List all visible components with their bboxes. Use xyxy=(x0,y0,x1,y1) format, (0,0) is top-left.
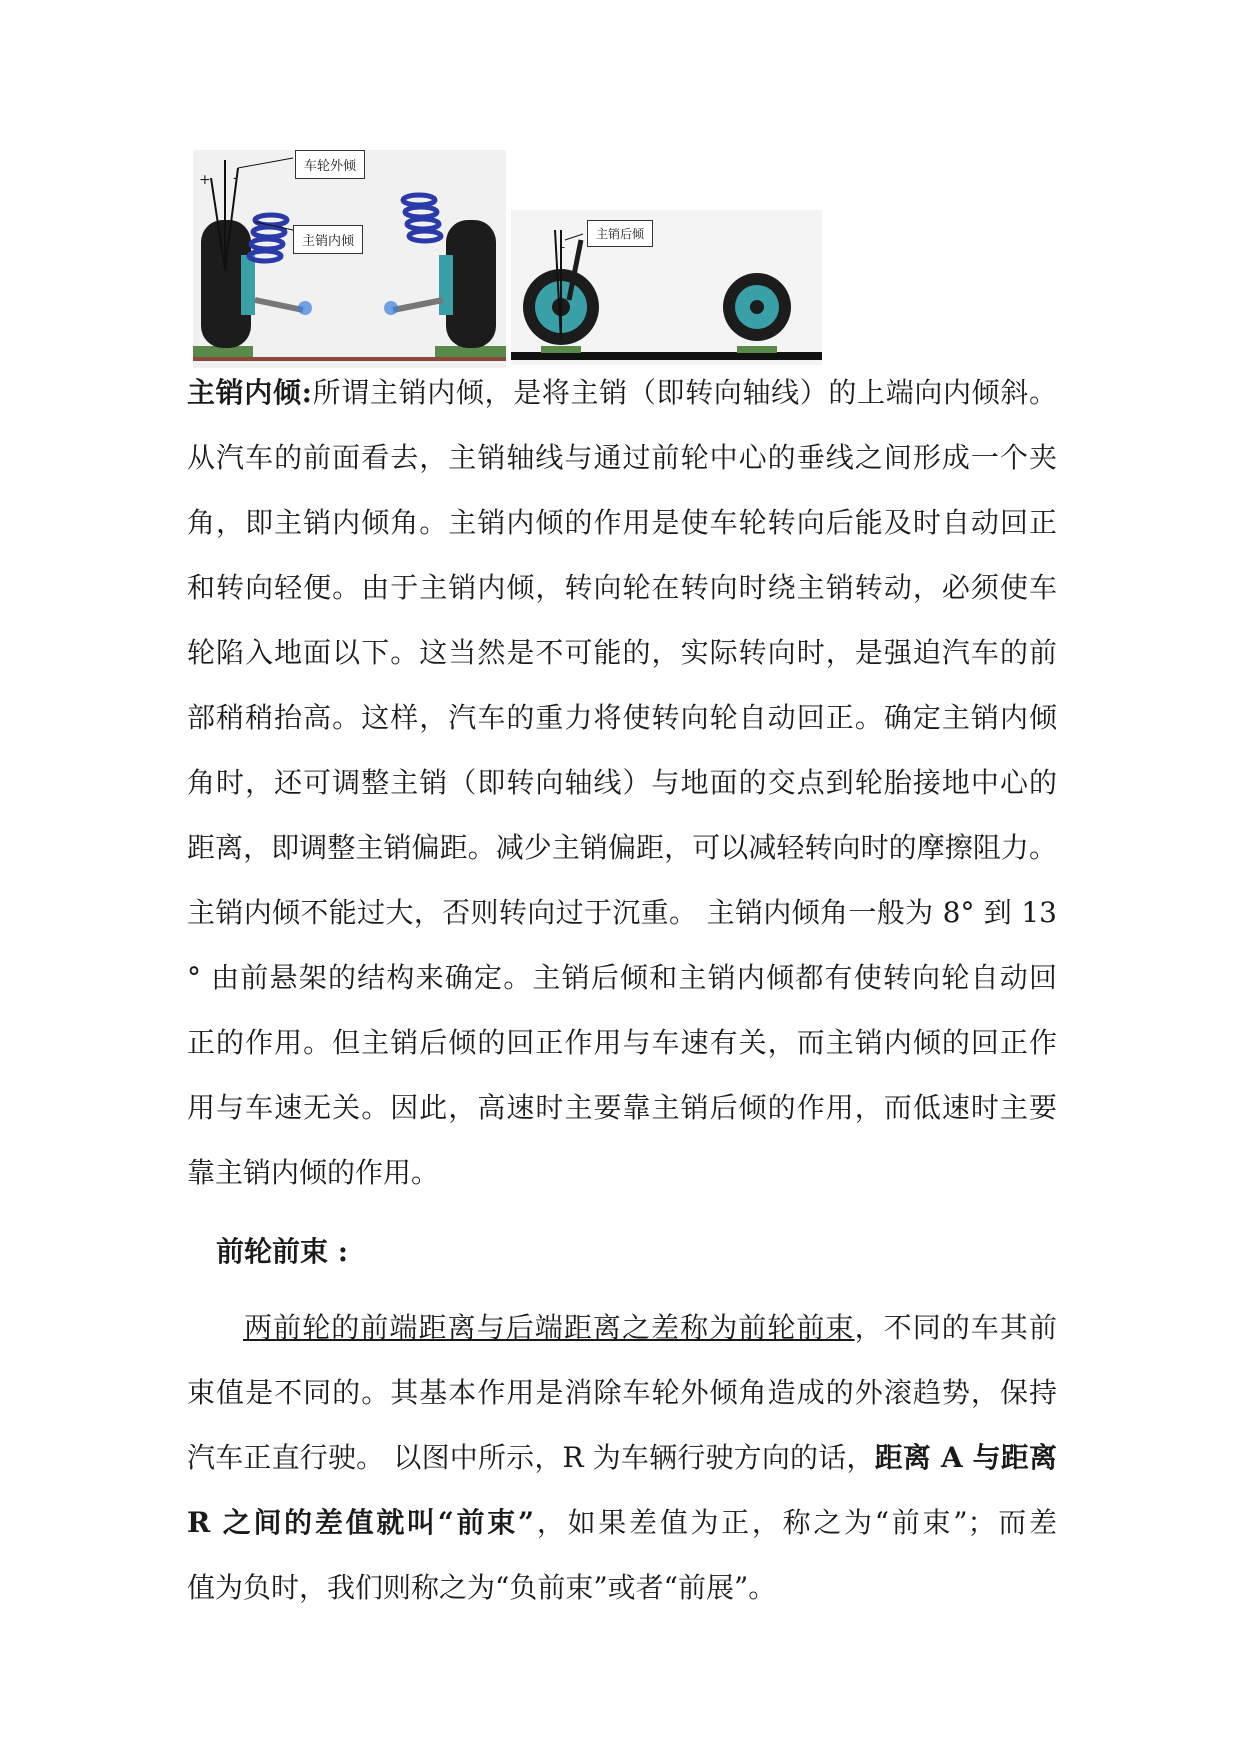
front-suspension-figure xyxy=(193,150,506,368)
kingpin-line: 用与车速无关。因此，高速时主要靠主销后倾的作用，而低速时主要 xyxy=(187,1091,1057,1124)
kingpin-line: ° 由前悬架的结构来确定。主销后倾和主销内倾都有使转向轮自动回 xyxy=(187,961,1057,994)
kingpin-line: 角时，还可调整主销（即转向轴线）与地面的交点到轮胎接地中心的 xyxy=(187,766,1057,799)
minus-sign: - xyxy=(233,170,238,186)
caster-figure xyxy=(511,210,822,365)
kingpin-line: 轮陷入地面以下。这当然是不可能的，实际转向时，是强迫汽车的前 xyxy=(187,636,1057,669)
kingpin-line: 主销内倾:所谓主销内倾，是将主销（即转向轴线）的上端向内倾斜。 xyxy=(187,376,1057,409)
kingpin-inclination-callout: 主销内倾 xyxy=(293,225,363,254)
caster-callout: 主销后倾 xyxy=(587,220,653,247)
right-tire xyxy=(446,220,496,348)
kingpin-line: 距离，即调整主销偏距。减少主销偏距，可以减轻转向时的摩擦阻力。 xyxy=(187,831,1057,864)
kingpin-line: 角，即主销内倾角。主销内倾的作用是使车轮转向后能及时自动回正 xyxy=(187,506,1057,539)
toe-heading: 前轮前束 : xyxy=(216,1235,349,1268)
toe-definition: 两前轮的前端距离与后端距离之差称为前轮前束 xyxy=(243,1311,855,1344)
minus-sign: - xyxy=(561,240,566,254)
caster-drawing xyxy=(511,210,822,365)
kingpin-line: 部稍稍抬高。这样，汽车的重力将使转向轮自动回正。确定主销内倾 xyxy=(187,701,1057,734)
front-suspension-drawing xyxy=(193,150,506,368)
kingpin-line: 从汽车的前面看去，主销轴线与通过前轮中心的垂线之间形成一个夹 xyxy=(187,441,1057,474)
camber-callout: 车轮外倾 xyxy=(295,150,365,179)
toe-line: R 之间的差值就叫“前束”，如果差值为正，称之为“前束”；而差 xyxy=(187,1506,1057,1539)
kingpin-line: 靠主销内倾的作用。 xyxy=(187,1156,440,1189)
toe-line: 值为负时，我们则称之为“负前束”或者“前展”。 xyxy=(187,1571,777,1604)
kingpin-line: 主销内倾不能过大，否则转向过于沉重。 主销内倾角一般为 8° 到 13 xyxy=(187,896,1057,929)
plus-sign: + xyxy=(199,172,211,188)
kingpin-line: 和转向轻便。由于主销内倾，转向轮在转向时绕主销转动，必须使车 xyxy=(187,571,1057,604)
toe-line: 束值是不同的。其基本作用是消除车轮外倾角造成的外滚趋势，保持 xyxy=(187,1376,1057,1409)
kingpin-title: 主销内倾: xyxy=(187,376,312,409)
toe-paragraph xyxy=(187,1295,1057,1620)
kingpin-paragraph xyxy=(187,360,1057,1205)
toe-line: 两前轮的前端距离与后端距离之差称为前轮前束，不同的车其前 xyxy=(243,1311,1057,1344)
toe-line: 汽车正直行驶。 以图中所示，R 为车辆行驶方向的话，距离 A 与距离 xyxy=(187,1441,1057,1474)
kingpin-line: 正的作用。但主销后倾的回正作用与车速有关，而主销内倾的回正作 xyxy=(187,1026,1057,1059)
